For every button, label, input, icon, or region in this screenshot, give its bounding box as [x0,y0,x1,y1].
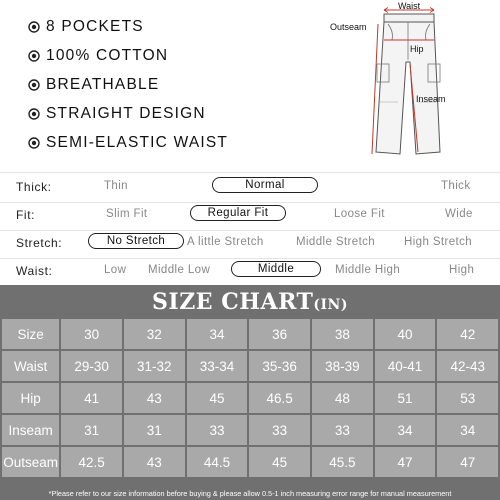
size-chart-cell: 34 [375,415,436,445]
feature-item [28,70,328,99]
size-chart-cell: 31-32 [124,351,185,381]
size-chart-cell: 34 [187,319,248,349]
feature-item [28,41,328,70]
size-chart-cell: 45 [249,447,310,477]
option-slim-fit: Slim Fit [106,208,148,220]
size-chart-row-header: Hip [2,383,59,413]
option-middle-low: Middle Low [148,264,211,276]
size-chart-cell: 45.5 [312,447,373,477]
size-chart-cell: 40 [375,319,436,349]
size-chart-row [2,415,498,445]
attribute-row-waist [0,258,500,286]
feature-item [28,99,328,128]
feature-text: BREATHABLE [46,75,160,93]
target-bullet-icon [28,79,40,91]
size-chart-cell: 42-43 [437,351,498,381]
feature-text: 8 POCKETS [46,17,144,35]
size-chart-title-text: SIZE CHART [152,289,314,315]
size-chart-cell: 41 [61,383,122,413]
attribute-table [0,172,500,284]
size-chart-row-header: Outseam [2,447,59,477]
size-chart-cell: 48 [312,383,373,413]
measurement-footnote: *Please refer to our size information before buying & please allow 0.5-1 inch measuring error range for manual measurement [48,489,452,498]
option-thick: Thick [441,180,471,192]
size-chart-cell: 53 [437,383,498,413]
option-middle-high: Middle High [335,264,401,276]
size-chart-cell: 34 [437,415,498,445]
size-chart-row [2,383,498,413]
option-high: High [449,264,475,276]
target-bullet-icon [28,21,40,33]
option-middle-selected: Middle [231,261,321,277]
size-chart-grid [2,319,498,479]
attribute-row-thick [0,174,500,202]
option-loose-fit: Loose Fit [334,208,385,220]
attribute-label: Thick: [16,180,52,194]
attribute-row-fit [0,202,500,230]
size-chart-cell: 29-30 [61,351,122,381]
size-chart-cell: 30 [61,319,122,349]
feature-text: STRAIGHT DESIGN [46,104,206,122]
size-chart-cell: 38 [312,319,373,349]
diagram-label-waist: Waist [398,1,421,11]
size-chart-cell: 45 [187,383,248,413]
target-bullet-icon [28,137,40,149]
feature-text: SEMI-ELASTIC WAIST [46,133,229,151]
size-chart-cell: 51 [375,383,436,413]
option-normal-selected: Normal [212,177,318,193]
size-chart-cell: 40-41 [375,351,436,381]
option-middle-stretch: Middle Stretch [296,236,376,248]
attribute-label: Fit: [16,208,36,222]
size-chart-cell: 32 [124,319,185,349]
diagram-label-inseam: Inseam [416,94,446,104]
size-chart-row [2,319,498,349]
pants-measurement-diagram [330,1,486,170]
feature-item [28,128,328,157]
size-chart-cell: 47 [437,447,498,477]
target-bullet-icon [28,50,40,62]
size-chart-cell: 47 [375,447,436,477]
size-chart-row-header: Waist [2,351,59,381]
attribute-label: Waist: [16,264,53,278]
attribute-row-stretch [0,230,500,258]
size-chart-row-header: Size [2,319,59,349]
size-chart-cell: 33 [312,415,373,445]
size-chart-cell: 31 [61,415,122,445]
option-regular-fit-selected: Regular Fit [190,205,286,221]
size-chart [0,285,500,500]
size-chart-cell: 43 [124,383,185,413]
size-chart-cell: 36 [249,319,310,349]
option-low: Low [104,264,127,276]
option-no-stretch-selected: No Stretch [88,233,184,249]
size-chart-unit: (IN) [313,297,348,313]
size-chart-cell: 42 [437,319,498,349]
feature-list [28,12,328,157]
option-high-stretch: High Stretch [404,236,473,248]
option-thin: Thin [104,180,128,192]
size-chart-cell: 33 [249,415,310,445]
size-chart-cell: 33-34 [187,351,248,381]
size-chart-row [2,351,498,381]
option-wide: Wide [445,208,473,220]
attribute-label: Stretch: [16,236,63,250]
diagram-label-outseam: Outseam [330,22,367,32]
option-a-little-stretch: A little Stretch [187,236,264,248]
feature-item [28,12,328,41]
feature-text: 100% COTTON [46,46,169,64]
size-chart-title [0,289,500,315]
size-chart-cell: 44.5 [187,447,248,477]
size-chart-row-header: Inseam [2,415,59,445]
size-chart-cell: 38-39 [312,351,373,381]
size-chart-cell: 33 [187,415,248,445]
size-chart-row [2,447,498,477]
size-chart-cell: 31 [124,415,185,445]
divider [0,172,500,173]
size-chart-cell: 35-36 [249,351,310,381]
size-chart-cell: 46.5 [249,383,310,413]
diagram-label-hip: Hip [410,44,424,54]
size-chart-cell: 43 [124,447,185,477]
target-bullet-icon [28,108,40,120]
size-chart-cell: 42.5 [61,447,122,477]
